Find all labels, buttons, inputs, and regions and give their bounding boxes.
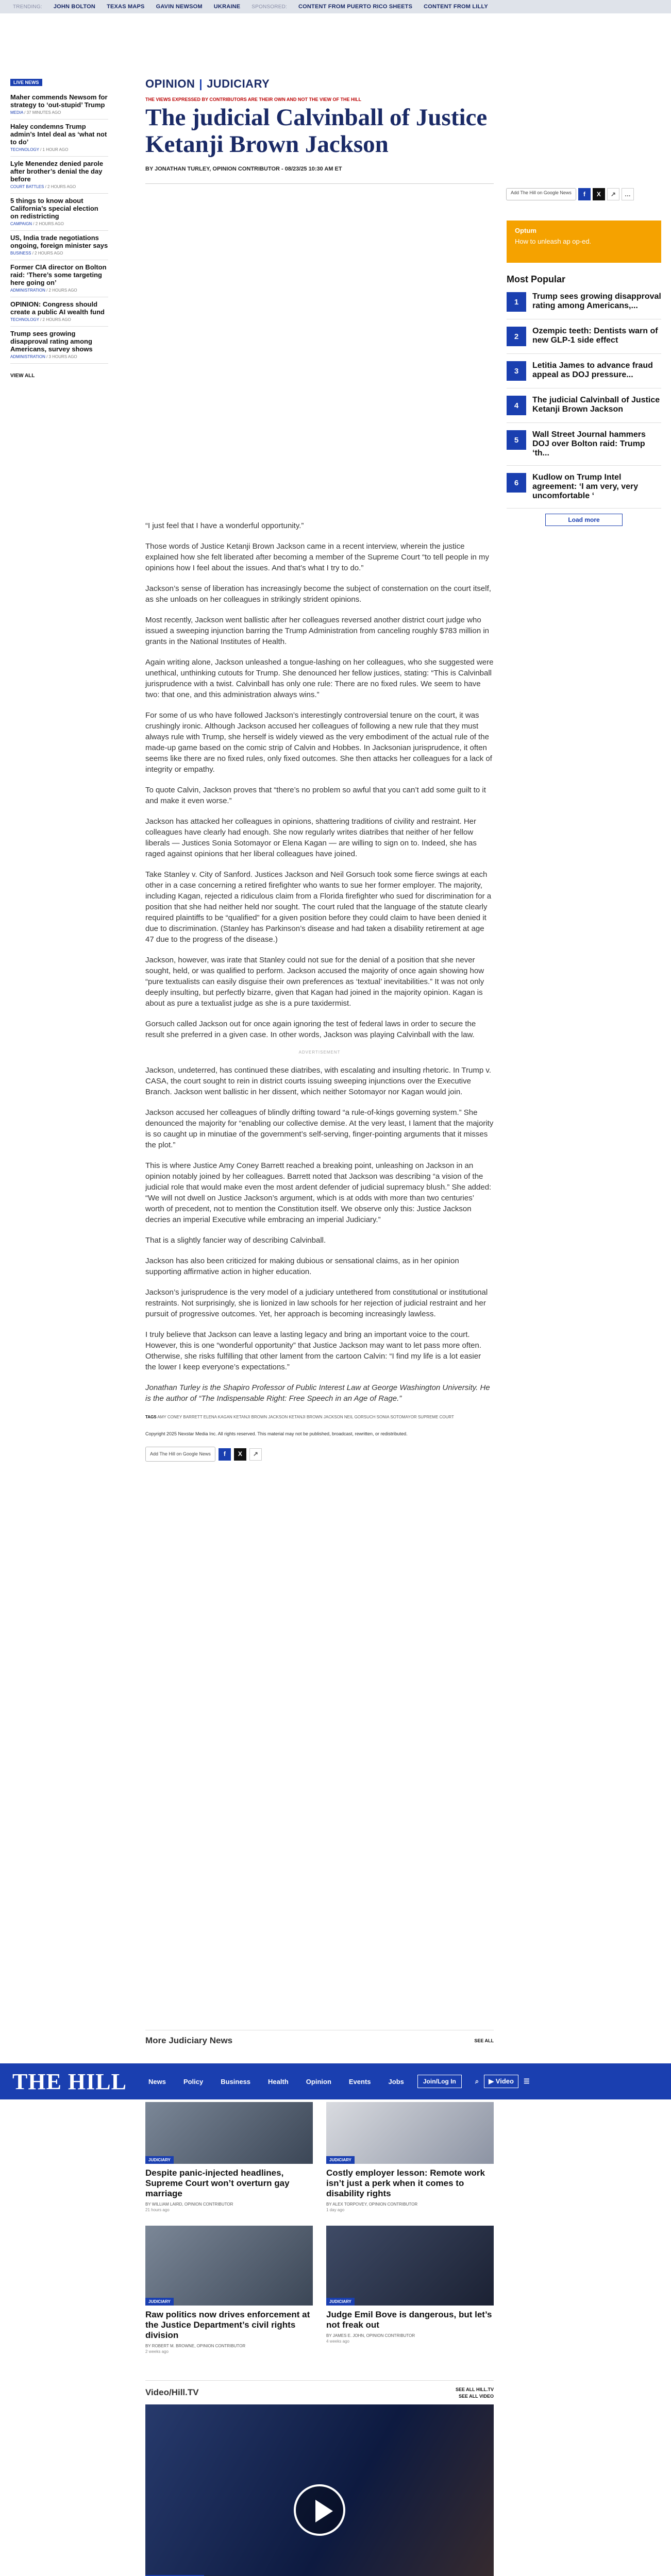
card-image[interactable] — [145, 2226, 313, 2306]
card-title[interactable]: Costly employer lesson: Remote work isn’t just a perk when it comes to disability rights — [326, 2168, 485, 2198]
play-icon[interactable] — [294, 2484, 345, 2536]
article-paragraph: I truly believe that Jackson can leave a lasting legacy and bring an important voice to the court. However, this is one “wonderful opportunity” that Justice Jackson may want to let pass more often. Otherwise, she risks fulfilling that other lament from the cartoon Calvin: “I find my life is a lot easier the lower I keep everyone’s expectations.” — [145, 1330, 481, 1371]
card-image[interactable] — [145, 2102, 313, 2164]
x-share-icon[interactable]: X — [593, 188, 605, 200]
card-grid — [145, 2102, 494, 2354]
rank-number: 4 — [507, 396, 526, 415]
article-paragraph: That is a slightly fancier way of describing Calvinball. — [145, 1236, 326, 1245]
card-byline: BY JAMES E. JOHN, OPINION CONTRIBUTOR — [326, 2333, 415, 2338]
most-popular-item[interactable] — [507, 354, 661, 388]
most-popular-title-link[interactable]: The judicial Calvinball of Justice Ketanji Brown Jackson — [532, 396, 660, 414]
card-time: 4 weeks ago — [326, 2339, 349, 2344]
article-paragraph: Jackson accused her colleagues of blindly drifting toward “a rule-of-kings governing system.” She denounced the majority for “enabling our collective demise. At the very least, I lament that the majority is so caught up in minutiae of the government’s self-serving, finger-pointing arguments that it misses the plot.” — [145, 1108, 494, 1149]
card-title[interactable]: Judge Emil Bove is dangerous, but let’s not freak out — [326, 2310, 492, 2330]
sponsored-label: SPONSORED: — [251, 4, 287, 10]
card-category[interactable]: JUDICIARY — [326, 2298, 355, 2306]
ticker-sponsored-item[interactable]: CONTENT FROM PUERTO RICO SHEETS — [298, 4, 413, 10]
article-paragraph: Jackson, undeterred, has continued these diatribes, with escalating and insulting rhetoric. In Trump v. CASA, the court sought to rein in district courts issuing sweeping injunctions over the Executive Branch. Jackson went ballistic in her dissent, which neither Sotomayor nor Kagan would join. — [145, 1066, 491, 1096]
card-title[interactable]: Raw politics now drives enforcement at the Justice Department’s civil rights division — [145, 2310, 310, 2340]
share-icon[interactable]: ↗ — [607, 188, 619, 200]
rail-item-title[interactable]: OPINION: Congress should create a public AI wealth fund — [10, 300, 105, 316]
most-popular-title-link[interactable]: Ozempic teeth: Dentists warn of new GLP-1 side effect — [532, 327, 658, 345]
ticker-item[interactable]: TEXAS MAPS — [107, 4, 145, 10]
video-button[interactable]: ▶ Video — [484, 2075, 518, 2088]
article-paragraph: Those words of Justice Ketanji Brown Jackson came in a recent interview, wherein the justice explained how she felt liberated after becoming a member of the Supreme Court “to tell people in my opinions how I feel about the issues. And that’s what I try to do.” — [145, 542, 490, 572]
load-more-button[interactable]: Load more — [545, 514, 623, 526]
section-title: Video/Hill.TV — [145, 2387, 199, 2397]
rail-item-title[interactable]: Trump sees growing disapproval rating among Americans, survey shows — [10, 330, 93, 353]
rail-item-title[interactable]: 5 things to know about California’s special election on redistricting — [10, 197, 98, 220]
ad-title: Optum — [515, 227, 536, 234]
article-paragraph: Jackson, however, was irate that Stanley could not sue for the denial of a position that she never sought, held, or was qualified to perform. Jackson accused the majority of once again showing how “pure textualists can easily disguise their own preferences as ‘textual’ inevitabilities.” It was not only deeply insulting, but perfectly bizarre, given that Kagan had joined in the majority opinion. Kagan is about as pure a textualist judge as she is a pure taxidermist. — [145, 956, 484, 1008]
article-paragraph: Most recently, Jackson went ballistic after her colleagues reversed another district court judge who issued a sweeping injunction barring the Trump Administration from canceling roughly $783 million in grants in the National Institutes of Health. — [145, 616, 490, 646]
join-login-button[interactable]: Join/Log In — [417, 2075, 462, 2088]
opinion-disclaimer: THE VIEWS EXPRESSED BY CONTRIBUTORS ARE THEIR OWN AND NOT THE VIEW OF THE HILL — [145, 97, 362, 102]
card-byline: BY ALEX TORPOVEY, OPINION CONTRIBUTOR — [326, 2202, 418, 2207]
google-news-button[interactable]: Add The Hill on Google News — [506, 188, 576, 200]
article-paragraph: This is where Justice Amy Coney Barrett reached a breaking point, unleashing on Jackson in an opinion notably joined by her colleagues. Barrett noted that Jackson was describing “a vision of the judicial role that would make even the most ardent defender of judicial supremacy blush.” She added: “We will not dwell on Justice Jackson’s argument, which is at odds with more than two centuries’ worth of precedent, not to mention the Constitution itself. We observe only this: Justice Jackson decries an imperial Executive while embracing an imperial Judiciary.” — [145, 1161, 492, 1224]
rail-item-ago: 2 HOURS AGO — [35, 222, 64, 226]
trending-ticker — [0, 0, 671, 13]
rank-number: 1 — [507, 292, 526, 312]
most-popular-title-link[interactable]: Letitia James to advance fraud appeal as DOJ pressure... — [532, 361, 653, 379]
nav-health[interactable]: Health — [268, 2077, 289, 2086]
most-popular-title-link[interactable]: Trump sees growing disapproval rating among Americans,... — [532, 292, 661, 310]
section-header — [145, 2380, 494, 2399]
card-image[interactable] — [326, 2226, 494, 2306]
rank-number: 3 — [507, 361, 526, 381]
card-time: 2 weeks ago — [145, 2349, 169, 2354]
author-bio: Jonathan Turley is the Shapiro Professor of Public Interest Law at George Washington University. He is the author of “The Indispensable Right: Free Speech in an Age of Rage.” — [145, 1383, 490, 1403]
section-title: More Judiciary News — [145, 2036, 233, 2045]
nav-news[interactable]: News — [148, 2077, 166, 2086]
article-paragraph: Jackson’s jurisprudence is the very model of a judiciary untethered from constitutional or institutional restraints. Not surprisingly, she is lionized in law schools for her rejection of judicial restraint and her pursuit of progressive outcomes. Yet, her approach is becoming increasingly lawless. — [145, 1288, 488, 1318]
article-paragraph: Jackson has attacked her colleagues in opinions, shattering traditions of civility and restraint. Her colleagues have clearly had enough. She now regularly writes diatribes that neither of her fellow liberals — Justices Sonia Sotomayor or Elena Kagan — are willing to sign on to. Indeed, she has raged against opinions that her liberal colleagues have joined. — [145, 817, 477, 858]
article-headline: The judicial Calvinball of Justice Ketanji Brown Jackson — [145, 104, 488, 158]
menu-icon[interactable]: ☰ — [523, 2077, 530, 2085]
card-category[interactable]: JUDICIARY — [145, 2298, 174, 2306]
most-popular-item[interactable] — [507, 285, 661, 319]
most-popular-title: Most Popular — [507, 274, 566, 284]
nav-opinion[interactable]: Opinion — [306, 2077, 331, 2086]
rail-item-tag[interactable]: BUSINESS — [10, 251, 31, 256]
card-byline: BY WILLIAM LAIRD, OPINION CONTRIBUTOR — [145, 2202, 233, 2207]
article-byline: BY JONATHAN TURLEY, OPINION CONTRIBUTOR - 08/23/25 10:30 AM ET — [145, 166, 342, 172]
google-news-button[interactable]: Add The Hill on Google News — [145, 1447, 215, 1462]
rank-number: 2 — [507, 327, 526, 346]
rail-item[interactable]: Lyle Menendez denied parole after brother’s denial the day before COURT BATTLES / 2 HOURS AGO — [10, 157, 108, 194]
rail-item-tag[interactable]: TECHNOLOGY — [10, 317, 39, 322]
ticker-item[interactable]: GAVIN NEWSOM — [156, 4, 203, 10]
rail-item[interactable]: Former CIA director on Bolton raid: ‘There’s some targeting here going on’ ADMINISTRATION / 2 HOURS AGO — [10, 260, 108, 297]
card-title[interactable]: Despite panic-injected headlines, Supreme Court won’t overturn gay marriage — [145, 2168, 290, 2198]
article-paragraph: Jackson’s sense of liberation has increasingly become the subject of consternation on the court itself, as she unloads on her colleagues in strikingly strident opinions. — [145, 584, 491, 604]
rail-item-tag[interactable]: ADMINISTRATION — [10, 288, 45, 293]
rail-item-ago: 3 HOURS AGO — [48, 354, 77, 359]
share-bar-top — [506, 188, 634, 200]
facebook-share-icon[interactable]: f — [578, 188, 591, 200]
x-share-icon[interactable]: X — [234, 1448, 246, 1461]
more-judiciary-cards — [145, 2102, 494, 2354]
ticker-item[interactable]: UKRAINE — [213, 4, 241, 10]
card-category[interactable]: JUDICIARY — [145, 2156, 174, 2164]
rail-item-title[interactable]: Maher commends Newsom for strategy to ‘out-stupid’ Trump — [10, 93, 108, 109]
rank-number: 6 — [507, 473, 526, 493]
article-paragraph: Jackson has also been criticized for making dubious or sensational claims, as in her opinion supporting affirmative action in higher education. — [145, 1257, 459, 1276]
trending-label: TRENDING: — [13, 4, 42, 10]
rail-item-tag[interactable]: TECHNOLOGY — [10, 147, 39, 152]
rank-number: 5 — [507, 430, 526, 450]
view-all-link[interactable]: VIEW ALL — [10, 373, 35, 379]
rail-item-tag[interactable]: ADMINISTRATION — [10, 354, 45, 359]
comment-icon[interactable]: … — [622, 188, 634, 200]
see-all-video-link[interactable]: SEE ALL VIDEO — [458, 2394, 494, 2399]
see-all-hilltv-link[interactable]: SEE ALL HILL.TV — [455, 2387, 494, 2392]
article-body — [145, 520, 494, 1462]
article-paragraph: “I just feel that I have a wonderful opportunity.” — [145, 521, 304, 530]
section-header — [145, 2030, 494, 2046]
article-paragraph: Take Stanley v. City of Sanford. Justices Jackson and Neil Gorsuch took some fierce swings at each other in a case concerning a retired firefighter who wants to sue her former employer. The majority, including Kagan, rejected a ridiculous claim from a Florida firefighter who sued for discrimination for a position that she had neither held nor sought. The court ruled that the language of the statute clearly required plaintiffs to be “qualified” for a given position before they could claim to have been denied it due to discrimination. (Stanley has Parkinson’s disease and had taken a disability retirement at age 47 due to the progress of the disease.) — [145, 870, 492, 944]
video-links — [456, 2386, 494, 2399]
live-news-rail — [10, 77, 108, 379]
rail-item-title[interactable]: Lyle Menendez denied parole after brother’s denial the day before — [10, 160, 104, 183]
card-byline: BY ROBERT M. BROWNE, OPINION CONTRIBUTOR — [145, 2344, 246, 2348]
rail-item-title[interactable]: Haley condemns Trump admin’s Intel deal as ‘what not to do’ — [10, 123, 107, 146]
tags-list[interactable]: AMY CONEY BARRETT ELENA KAGAN KETANJI BROWN JACKSON KETANJI BROWN JACKSON NEIL GORSUCH SONIA SOTOMAYOR SUPREME COURT — [157, 1415, 454, 1419]
most-popular-item[interactable] — [507, 388, 661, 423]
news-card[interactable] — [145, 2226, 313, 2354]
tags-label: TAGS — [145, 1415, 157, 1419]
ticker-sponsored-item[interactable]: CONTENT FROM LILLY — [424, 4, 488, 10]
news-card[interactable] — [326, 2226, 494, 2354]
breadcrumb-separator: | — [199, 77, 203, 90]
header-icons — [475, 2075, 530, 2088]
search-icon[interactable]: ⌕ — [475, 2077, 479, 2085]
nav-jobs[interactable]: Jobs — [388, 2077, 404, 2086]
rail-item-title[interactable]: Former CIA director on Bolton raid: ‘There’s some targeting here going on’ — [10, 263, 107, 286]
share-bar-bottom — [145, 1447, 494, 1462]
share-icon[interactable]: ↗ — [249, 1448, 262, 1461]
rail-item-ago: 2 HOURS AGO — [48, 288, 77, 293]
nav-business[interactable]: Business — [221, 2077, 251, 2086]
video-section — [145, 2380, 494, 2576]
video-player[interactable] — [145, 2404, 494, 2576]
most-popular-title-link[interactable]: Kudlow on Trump Intel agreement: ‘I am very, very uncomfortable ‘ — [532, 473, 639, 500]
right-sidebar — [507, 221, 661, 531]
most-popular-item[interactable] — [507, 423, 661, 466]
rail-item[interactable]: 5 things to know about California’s special election on redistricting CAMPAIGN / 2 HOURS AGO — [10, 194, 108, 231]
divider — [145, 183, 494, 184]
rail-item[interactable]: Maher commends Newsom for strategy to ‘out-stupid’ Trump MEDIA / 37 MINUTES AGO — [10, 90, 108, 120]
sidebar-ad[interactable] — [507, 221, 661, 263]
most-popular-title-link[interactable]: Wall Street Journal hammers DOJ over Bolton raid: Trump ‘th... — [532, 430, 646, 457]
article-paragraph: Gorsuch called Jackson out for once again ignoring the test of federal laws in order to secure the result she preferred in a given case. In other words, Jackson was playing Calvinball with the law. — [145, 1020, 476, 1039]
card-category[interactable]: JUDICIARY — [326, 2156, 355, 2164]
live-news-badge: LIVE NEWS — [10, 79, 42, 86]
article-header — [145, 77, 494, 184]
rail-item-ago: 1 HOUR AGO — [42, 147, 69, 152]
card-time: 21 hours ago — [145, 2208, 170, 2212]
the-hill-logo[interactable]: THE HILL — [12, 2069, 127, 2094]
article-paragraph: For some of us who have followed Jackson’s interestingly controversial tenure on the court, it was crushingly ironic. Although Jackson accused her colleagues of following a new rule that they must always rule with Trump, she herself is widely viewed as the very embodiment of the actual rule of the made-up game based on the comic strip of Calvin and Hobbes. In Jacksonian jurisprudence, it often seems like there are no fixed rules, only fixed outcomes. She then attacks her colleagues for a lack of integrity or empathy. — [145, 711, 492, 774]
rail-item-ago: 2 HOURS AGO — [35, 251, 63, 256]
rail-item[interactable]: OPINION: Congress should create a public AI wealth fund TECHNOLOGY / 2 HOURS AGO — [10, 297, 108, 327]
ticker-item[interactable]: JOHN BOLTON — [53, 4, 96, 10]
rail-item-ago: 2 HOURS AGO — [42, 317, 71, 322]
rail-item-tag[interactable]: MEDIA — [10, 110, 23, 115]
breadcrumb — [145, 77, 494, 91]
see-all-link[interactable]: SEE ALL — [474, 2038, 494, 2043]
rail-item[interactable]: US, India trade negotiations ongoing, foreign minister says BUSINESS / 2 HOURS AGO — [10, 231, 108, 260]
rail-item-tag[interactable]: COURT BATTLES — [10, 184, 44, 189]
ad-text: How to unleash ap op-ed. — [515, 238, 592, 245]
advertisement-label: ADVERTISEMENT — [298, 1050, 341, 1055]
most-popular-item[interactable] — [507, 466, 661, 509]
rail-item-tag[interactable]: CAMPAIGN — [10, 222, 32, 226]
card-time: 1 day ago — [326, 2208, 345, 2212]
site-header-sticky — [0, 2063, 671, 2099]
news-card[interactable] — [326, 2102, 494, 2212]
rail-item-ago: 2 HOURS AGO — [47, 184, 76, 189]
main-nav — [148, 2078, 404, 2086]
article-paragraph: To quote Calvin, Jackson proves that “there’s no problem so awful that you can’t add some guilt to it and make it even worse.” — [145, 786, 486, 805]
copyright-notice: Copyright 2025 Nexstar Media Inc. All rights reserved. This material may not be published, broadcast, rewritten, or redistributed. — [145, 1431, 408, 1436]
section-judiciary-link[interactable]: JUDICIARY — [207, 77, 270, 90]
most-popular-item[interactable] — [507, 319, 661, 354]
rail-item-title[interactable]: US, India trade negotiations ongoing, foreign minister says — [10, 234, 108, 249]
rail-item[interactable]: Trump sees growing disapproval rating among Americans, survey shows ADMINISTRATION / 3 HOURS AGO — [10, 327, 108, 364]
nav-events[interactable]: Events — [348, 2077, 371, 2086]
nav-policy[interactable]: Policy — [183, 2077, 204, 2086]
article-paragraph: Again writing alone, Jackson unleashed a tongue-lashing on her colleagues, who she suggested were unethical, unthinking cutouts for Trump. She denounced her fellow justices, stating: “This is Calvinball jurisprudence with a twist. Calvinball has only one rule: There are no fixed rules. We seem to have two: that one, and this administration always wins.” — [145, 658, 494, 699]
news-card[interactable] — [145, 2102, 313, 2212]
section-opinion-link[interactable]: OPINION — [145, 77, 195, 90]
more-judiciary-section — [145, 2030, 494, 2046]
rail-item-ago: 37 MINUTES AGO — [26, 110, 61, 115]
article-tags — [145, 1414, 494, 1420]
card-image[interactable] — [326, 2102, 494, 2164]
rail-item[interactable]: Haley condemns Trump admin’s Intel deal as ‘what not to do’ TECHNOLOGY / 1 HOUR AGO — [10, 120, 108, 157]
facebook-share-icon[interactable]: f — [219, 1448, 231, 1461]
